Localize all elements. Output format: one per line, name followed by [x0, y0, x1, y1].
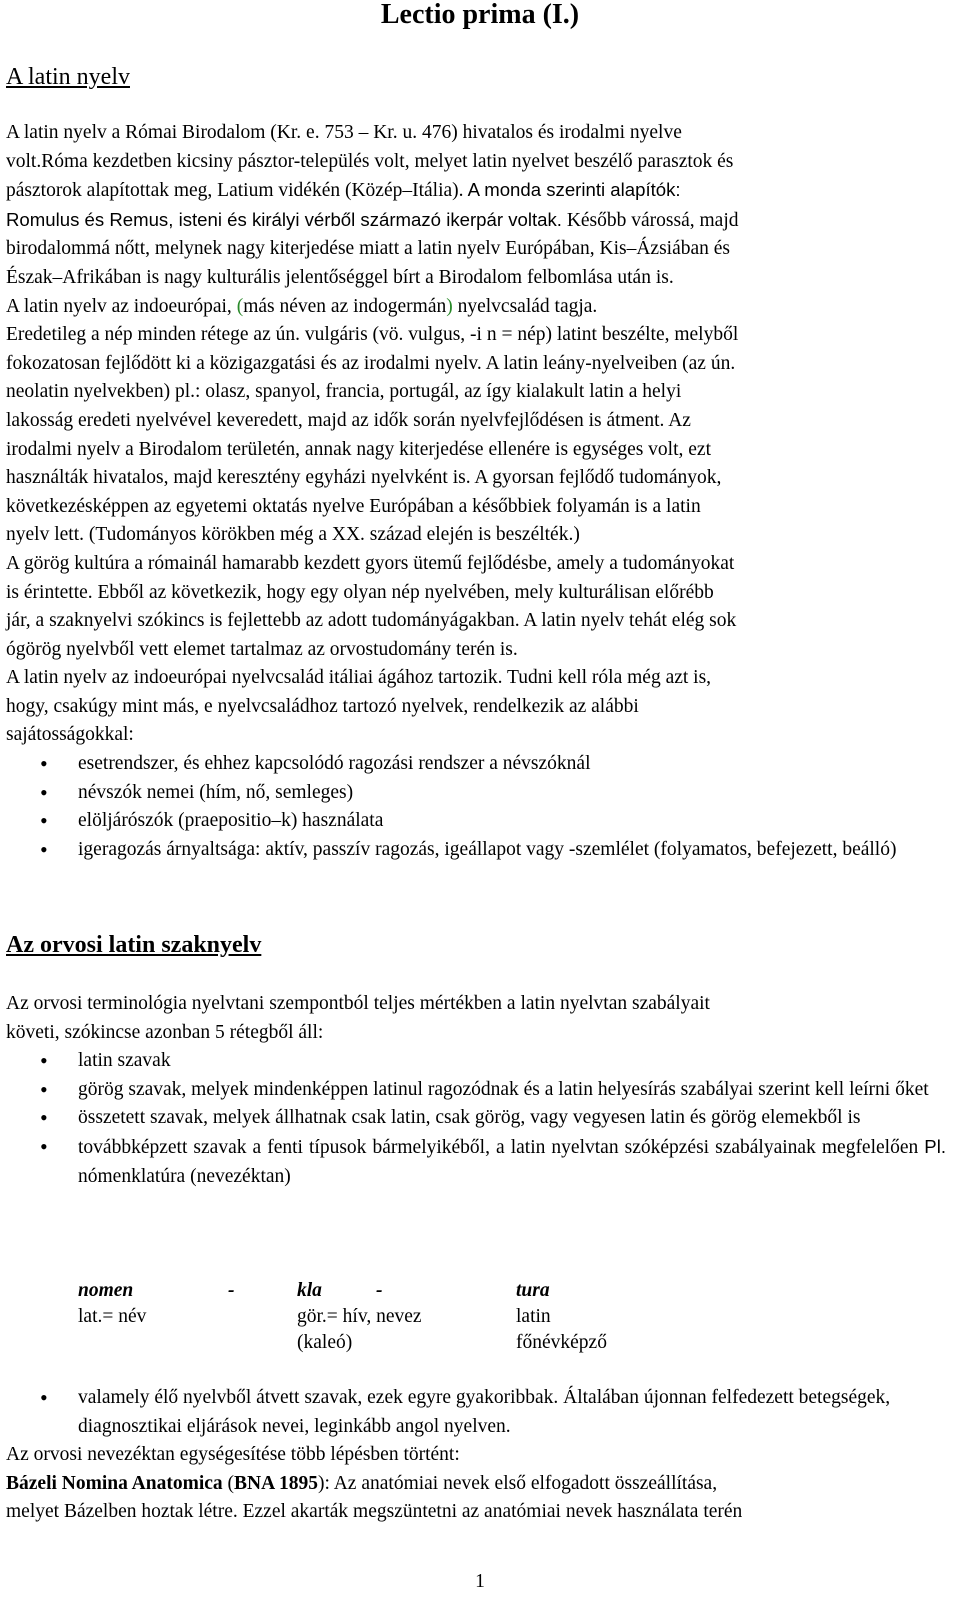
list-item [6, 1133, 946, 1191]
text-line: következésképpen az egyetemi oktatás nyelve Európában a későbbiek folyamán is a latin [6, 495, 701, 517]
text-line: Az orvosi nevezéktan egységesítése több lépésben történt: [6, 1444, 460, 1466]
text-line: fokozatosan fejlődött ki a közigazgatási és az irodalmi nyelv. A latin leány-nyelveiben (az ún. [6, 352, 736, 374]
page-number: 1 [475, 1571, 485, 1592]
text-bold: BNA 1895 [234, 1472, 319, 1494]
text-line: követi, szókincse azonban 5 rétegből áll: [6, 1021, 324, 1043]
text-line [6, 293, 946, 322]
list-item: • igeragozás árnyaltsága: aktív, passzív ragozás, igeállapot vagy -szemlélet (folyamatos, befejezett, beálló) [6, 836, 946, 865]
list-item: • összetett szavak, melyek állhatnak csak latin, csak görög, vagy vegyesen latin és görög elemekből is [6, 1104, 946, 1133]
page-title: Lectio prima (I.) [380, 0, 580, 30]
list-item: • névszók nemei (hím, nő, semleges) [6, 779, 946, 808]
text-line [6, 1470, 946, 1499]
text-segment: Később várossá, majd [561, 209, 739, 231]
text-line: nyelv lett. (Tudományos körökben még a XX. század elején is beszélték.) [6, 524, 580, 546]
text-segment: Romulus és Remus, isteni és királyi vérből származó ikerpár voltak. [6, 208, 562, 230]
text-segment: más néven az indogermán [243, 295, 447, 317]
text-line: A latin nyelv a Római Birodalom (Kr. e. 753 – Kr. u. 476) hivatalos és irodalmi nyelve [6, 122, 682, 143]
text-segment: nyelvcsalád tagja. [452, 295, 598, 317]
section-heading-latin-language: A latin nyelv [6, 64, 130, 90]
text-line: sajátosságokkal: [6, 724, 134, 746]
text-line: lakosság eredeti nyelvével keveredett, majd az idők során nyelvfejlődésen is átment. Az [6, 409, 691, 431]
text-line: Eredetileg a nép minden rétege az ún. vulgáris (vö. vulgus, -i n = nép) latint beszélte, melyből [6, 324, 739, 346]
nomenclature-section [6, 1384, 946, 1527]
text-segment: továbbképzett szavak a fenti típusok bármelyikéből, a latin nyelvtan szóképzési szabályainak megfelelően [78, 1136, 925, 1158]
features-list [6, 750, 946, 864]
text-segment: pásztorok alapítottak meg, Latium vidékén (Közép–Itália). [6, 180, 464, 202]
term-breakdown [78, 1277, 678, 1355]
text-line: A görög kultúra a rómainál hamarabb kezdett gyors ütemű fejlődésbe, amely a tudományokat [6, 552, 735, 574]
text-line: neolatin nyelvekben) pl.: olasz, spanyol, francia, portugál, az így kialakult latin a helyi [6, 381, 682, 403]
term-row-parts [78, 1277, 678, 1303]
list-item: • elöljárószók (praepositio–k) használata [6, 807, 946, 836]
list-item: • valamely élő nyelvből átvett szavak, ezek egyre gyakoribbak. Általában újonnan felfedezett betegségek, diagnosztikai eljárások nevei, leginkább angol nyelven. [6, 1384, 946, 1441]
term-separator: - [228, 1280, 235, 1301]
borrowed-list [6, 1384, 946, 1441]
layers-list [6, 1047, 946, 1191]
term-separator: - [376, 1280, 383, 1301]
text-line: jár, a szaknyelvi szókincs is fejlettebb az adott tudományágakban. A latin nyelv tehát elég sok [6, 610, 737, 632]
term-meaning: gör.= hív, nevez [297, 1306, 422, 1327]
text-segment: ( [222, 1472, 235, 1494]
text-segment: nómenklatúra (nevezéktan) [78, 1165, 291, 1187]
text-line: A latin nyelv az indoeurópai nyelvcsalád itáliai ágához tartozik. Tudni kell róla még azt is, [6, 667, 712, 689]
term-part: kla [297, 1280, 322, 1301]
term-row-meanings [78, 1303, 678, 1329]
text-line: hogy, csakúgy mint más, e nyelvcsaládhoz tartozó nyelvek, rendelkezik az alábbi [6, 695, 639, 717]
text-line: használták hivatalos, majd keresztény egyházi nyelvként is. A gyorsan fejlődő tudományok, [6, 467, 722, 489]
text-segment: A latin nyelv az indoeurópai, [6, 295, 237, 317]
term-note: főnévképző [516, 1332, 607, 1353]
section-heading-medical-latin: Az orvosi latin szaknyelv [6, 932, 262, 958]
text-line: Az orvosi terminológia nyelvtani szempontból teljes mértékben a latin nyelvtan szabályait [6, 993, 710, 1014]
list-item: • esetrendszer, és ehhez kapcsolódó ragozási rendszer a névszóknál [6, 750, 946, 779]
text-segment: Pl. [924, 1135, 946, 1157]
term-row-notes [78, 1329, 678, 1355]
text-line: birodalommá nőtt, melynek nagy kiterjedése miatt a latin nyelv Európában, Kis–Ázsiában és [6, 238, 731, 260]
intro-section [6, 119, 946, 864]
paren-open: ( [236, 295, 244, 317]
list-item: • görög szavak, melyek mindenképpen latinul ragozódnak és a latin helyesírás szabályai szerint kell leírni őket [6, 1076, 946, 1105]
text-line: ógörög nyelvből vett elemet tartalmaz az orvostudomány terén is. [6, 638, 518, 660]
term-part: tura [516, 1280, 550, 1301]
term-meaning: lat.= név [78, 1306, 147, 1327]
term-part: nomen [78, 1280, 134, 1301]
term-note: (kaleó) [297, 1332, 353, 1353]
paren-close: ) [446, 295, 453, 317]
text-line: is érintette. Ebből az következik, hogy egy olyan nép nyelvében, mely kulturálisan előrébb [6, 581, 714, 603]
medical-section [6, 990, 946, 1191]
text-line [6, 206, 946, 236]
text-segment: ): Az anatómiai nevek első elfogadott összeállítása, [318, 1472, 718, 1494]
text-line: irodalmi nyelv a Birodalom területén, annak nagy kiterjedése ellenére is egységes volt, ezt [6, 438, 711, 460]
text-line [6, 176, 946, 206]
text-segment: A monda szerinti alapítók: [463, 179, 681, 201]
text-line: volt.Róma kezdetben kicsiny pásztor-település volt, melyet latin nyelvet beszélő parasztok és [6, 150, 734, 172]
text-line: melyet Bázelben hoztak létre. Ezzel akarták megszüntetni az anatómiai nevek használata terén [6, 1501, 743, 1523]
term-meaning: latin [516, 1306, 551, 1327]
text-bold: Bázeli Nomina Anatomica [6, 1472, 223, 1494]
list-item: • latin szavak [6, 1047, 946, 1076]
text-line: Észak–Afrikában is nagy kulturális jelentőséggel bírt a Birodalom felbomlása után is. [6, 266, 674, 288]
